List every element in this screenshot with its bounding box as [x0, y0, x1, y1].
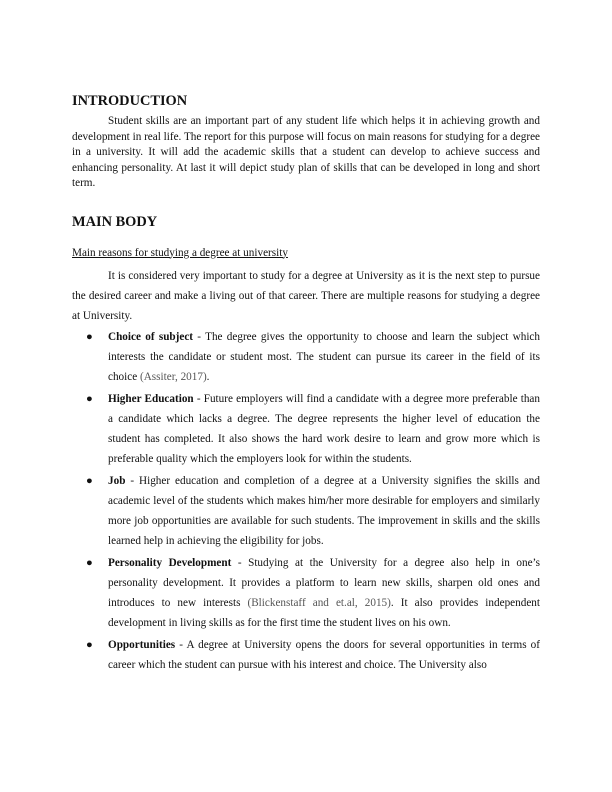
main-body-paragraph: It is considered very important to study for a degree at University as it is the next step to pursue the desired career and make a living out of that career. There are multiple reasons for studying a degree at University.: [72, 269, 540, 322]
bullet-icon: ●: [86, 330, 93, 343]
reason-text: - The degree gives the opportunity to choose and learn the subject which interests the candidate or student most. The student can pursue its career in the field of its choice: [108, 330, 540, 383]
reason-term: Higher Education: [108, 392, 194, 405]
main-body-heading: MAIN BODY: [72, 213, 158, 230]
introduction-heading: INTRODUCTION: [72, 93, 188, 109]
reason-text-after: . It also provides independent development in living skills as for the first time the student lives on his own.: [108, 596, 540, 629]
citation: (Assiter, 2017): [140, 370, 207, 383]
reason-text: - A degree at University opens the doors for several opportunities in terms of career which the student can pursue with his interest and choice. The University also: [108, 638, 540, 671]
reason-term: Personality Development: [108, 556, 232, 569]
bullet-icon: ●: [86, 392, 93, 405]
reason-term: Opportunities: [108, 638, 176, 651]
list-item: [72, 553, 540, 633]
reason-term: Choice of subject: [108, 330, 194, 343]
document-content: [72, 92, 540, 677]
main-reasons-subheading: Main reasons for studying a degree at university: [72, 246, 288, 259]
bullet-icon: ●: [86, 556, 93, 569]
reasons-list: [72, 327, 540, 675]
list-item: [72, 471, 540, 551]
list-item: [72, 635, 540, 675]
reason-text-after: .: [206, 370, 210, 383]
reason-text: - Future employers will find a candidate with a degree more preferable than a candidate which lacks a degree. The degree represents the higher level of education the student has completed. It also shows the hard work desire to learn and grow more which is preferable quality which the employers look for within the students.: [108, 392, 540, 465]
reason-text: - Higher education and completion of a degree at a University signifies the skills and academic level of the students which makes him/her more desirable for employers and similarly more job opportunities are available for such students. The improvement in skills and the skills learned help in achieving the eligibility for jobs.: [108, 474, 540, 547]
bullet-icon: ●: [86, 474, 93, 487]
reason-text: - Studying at the University for a degree also help in one’s personality development. It provides a platform to learn new skills, sharpen old ones and introduces to new interests: [108, 556, 540, 609]
introduction-paragraph: Student skills are an important part of any student life which helps it in achieving growth and development in real life. The report for this purpose will focus on main reasons for studying for a degree in a university. It will add the academic skills that a student can develop to achieve success and enhancing personality. At last it will depict study plan of skills that can be developed in long and short term.: [72, 115, 540, 189]
citation: (Blickenstaff and et.al, 2015): [247, 596, 391, 609]
list-item: [72, 389, 540, 469]
bullet-icon: ●: [86, 638, 93, 651]
reason-term: Job: [108, 474, 126, 487]
list-item: [72, 327, 540, 387]
